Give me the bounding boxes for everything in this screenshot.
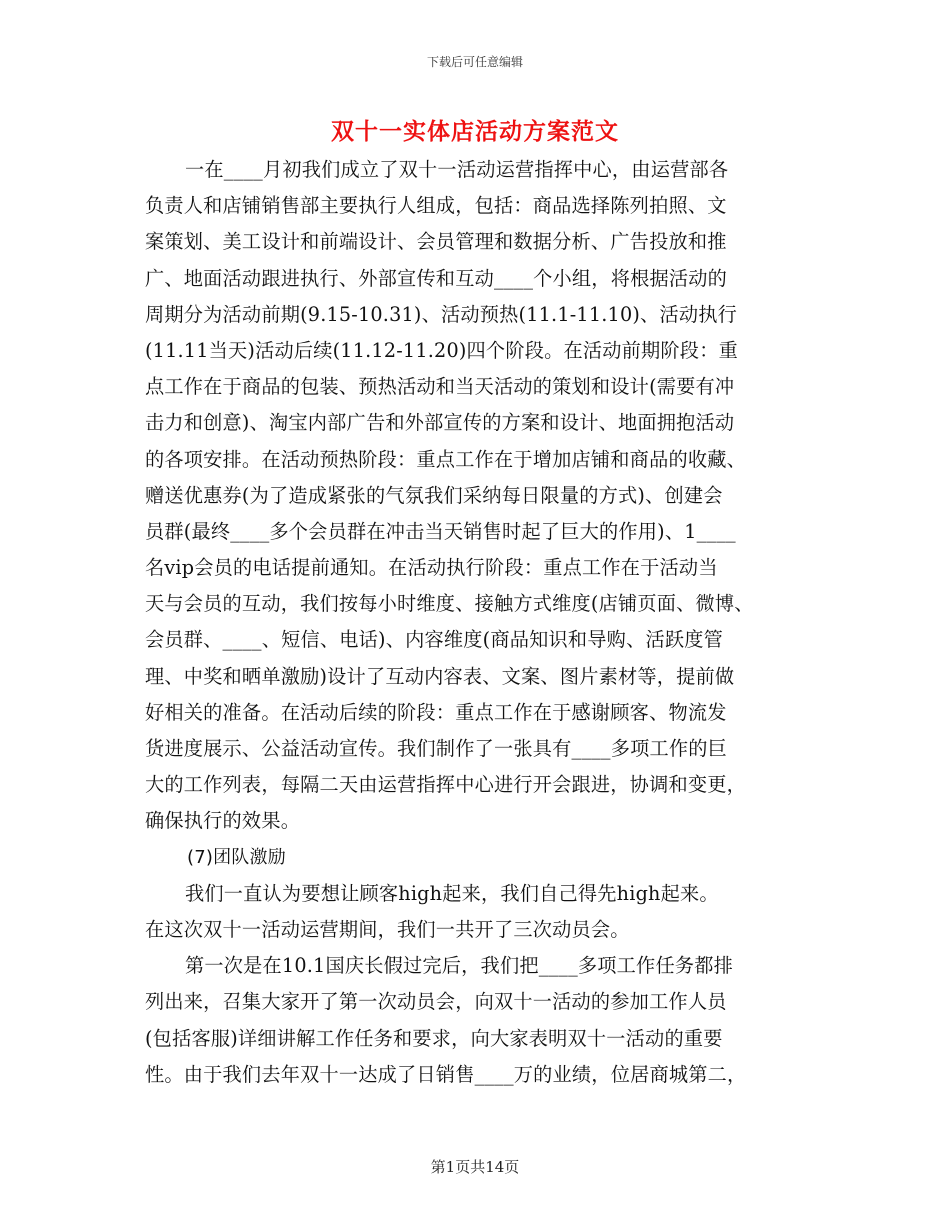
- body-text-line: 在这次双十一活动运营期间，我们一共开了三次动员会。: [145, 917, 630, 941]
- body-text-line: 理、中奖和晒单激励)设计了互动内容表、文案、图片素材等，提前做: [145, 664, 735, 688]
- body-text-line: 会员群、____、短信、电话)、内容维度(商品知识和导购、活跃度管: [145, 628, 724, 652]
- body-text-line: 列出来，召集大家开了第一次动员会，向双十一活动的参加工作人员: [145, 990, 727, 1014]
- body-text-line: 大的工作列表，每隔二天由运营指挥中心进行开会跟进，协调和变更，: [145, 773, 747, 797]
- body-text-line: (包括客服)详细讲解工作任务和要求，向大家表明双十一活动的重要: [145, 1026, 723, 1050]
- body-text-line: 赠送优惠券(为了造成紧张的气氛我们采纳每日限量的方式)、创建会: [145, 483, 723, 507]
- body-text-line: 员群(最终____多个会员群在冲击当天销售时起了巨大的作用)、1____: [145, 519, 736, 543]
- body-text-line: 周期分为活动前期(9.15-10.31)、活动预热(11.1-11.10)、活动执行: [145, 302, 737, 326]
- body-text-line: 货进度展示、公益活动宣传。我们制作了一张具有____多项工作的巨: [145, 737, 728, 760]
- body-text-line: 一在____月初我们成立了双十一活动运营指挥中心，由运营部各: [185, 158, 729, 181]
- body-text-line: 天与会员的互动，我们按每小时维度、接触方式维度(店铺页面、微博、: [145, 592, 754, 616]
- body-text-line: 点工作在于商品的包装、预热活动和当天活动的策划和设计(需要有冲: [145, 375, 735, 399]
- body-text-line: 确保执行的效果。: [145, 809, 301, 833]
- body-text-line: 好相关的准备。在活动后续的阶段：重点工作在于感谢顾客、物流发: [145, 700, 727, 724]
- body-text-line: (11.11当天)活动后续(11.12-11.20)四个阶段。在活动前期阶段：重: [145, 338, 738, 362]
- body-text-line: 击力和创意)、淘宝内部广告和外部宣传的方案和设计、地面拥抱活动: [145, 411, 735, 435]
- page-header: 下载后可任意编辑: [426, 55, 523, 69]
- section-heading: (7)团队激励: [187, 846, 286, 868]
- document-title: 双十一实体店活动方案范文: [331, 119, 619, 145]
- body-text-line: 的各项安排。在活动预热阶段：重点工作在于增加店铺和商品的收藏、: [145, 447, 747, 471]
- body-text-line: 名vip会员的电话提前通知。在活动执行阶段：重点工作在于活动当: [145, 556, 718, 580]
- body-text-line: 负责人和店铺销售部主要执行人组成，包括：商品选择陈列拍照、文: [145, 194, 727, 218]
- page-footer: 第1页共14页: [430, 1158, 520, 1176]
- body-text-line: 案策划、美工设计和前端设计、会员管理和数据分析、广告投放和推: [145, 230, 727, 254]
- body-text-line: 第一次是在10.1国庆长假过完后，我们把____多项工作任务都排: [185, 954, 733, 978]
- body-text-line: 广、地面活动跟进执行、外部宣传和互动____个小组，将根据活动的: [145, 266, 728, 290]
- body-text-line: 我们一直认为要想让顾客high起来，我们自己得先high起来。: [185, 881, 719, 905]
- body-text-line: 性。由于我们去年双十一达成了日销售____万的业绩，位居商城第二，: [145, 1062, 747, 1086]
- document-body: [145, 152, 825, 1093]
